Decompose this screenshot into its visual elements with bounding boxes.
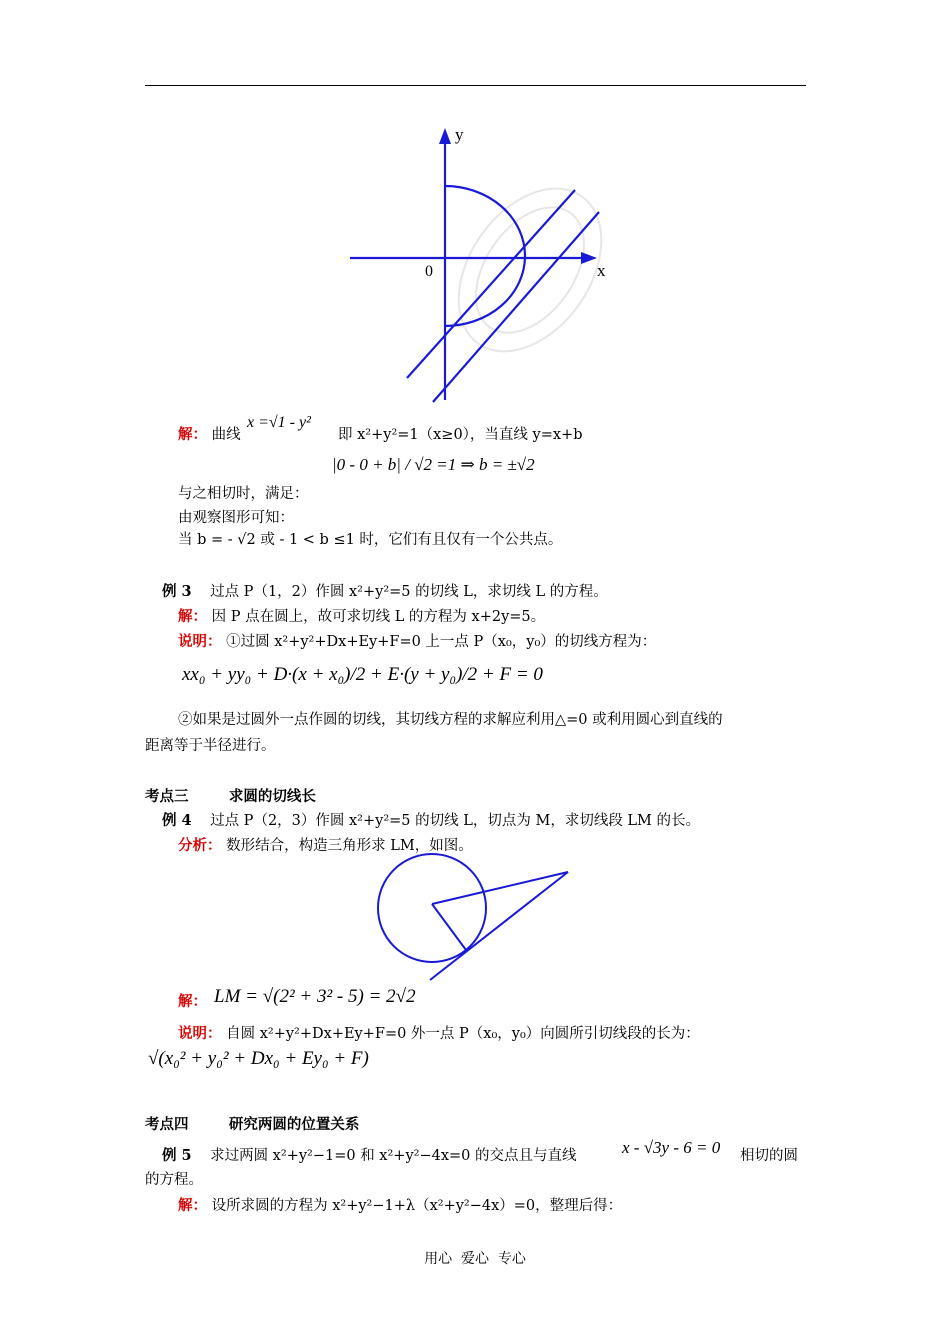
ex5-solution-text: 设所求圆的方程为 x²+y²−1+λ（x²+y²−4x）=0，整理后得： [211,1198,623,1214]
ex4-note-label: 说明： [178,1025,222,1042]
section4-label: 考点四 [145,1116,189,1133]
ex3-tangent-formula: xx₀ + yy₀ + D·(x + x₀)/2 + E·(y + y₀)/2 + F = 0 [182,664,543,685]
ex2-text-circle: 即 x²+y²=1（x≥0），当直线 y=x+b [338,427,583,443]
section3-heading [145,785,316,806]
ex2-solution-label: 解： [178,426,207,443]
ex2-text-conclusion: 当 b = - √2 或 - 1 < b ≤1 时，它们有且仅有一个公共点。 [178,532,563,548]
ex4-analysis-text: 数形结合，构造三角形求 LM，如图。 [226,838,473,854]
section3-label: 考点三 [145,788,189,805]
ex5-text-b: 相切的圆 [740,1148,798,1164]
ex3-question [162,580,608,601]
ex4-label: 例 4 [162,812,192,829]
ex2-curve-formula: x =√1 - y² [247,414,311,431]
y-axis-label: y [455,125,464,144]
origin-label: 0 [425,263,433,280]
ex3-note2-line2: 距离等于半径进行。 [145,738,276,754]
ex5-question-line1 [162,1144,576,1165]
ex3-note [178,630,656,651]
section3-title: 求圆的切线长 [228,788,316,805]
ex4-length-formula: √(x₀² + y₀² + Dx₀ + Ey₀ + F) [148,1048,369,1069]
ex2-text-curve: 曲线 [211,427,241,443]
page-footer: 用心 爱心 专心 [424,1251,526,1267]
ex5-text-c: 的方程。 [145,1172,203,1188]
ex3-solution-label: 解： [178,608,207,625]
section4-title: 研究两圆的位置关系 [228,1116,360,1133]
ex4-question [162,809,700,830]
ex2-tangent-condition: |0 - 0 + b| / √2 =1 ⇒ b = ±√2 [332,455,535,474]
ex3-label: 例 3 [162,583,192,600]
ex4-solution-label: 解： [178,993,207,1010]
ex5-solution [178,1194,622,1215]
section4-heading [145,1113,359,1134]
ex4-note [178,1022,700,1043]
ex4-text: 过点 P（2，3）作圆 x²+y²=5 的切线 L，切点为 M，求切线段 LM 的长。 [210,813,701,829]
ex2-solution-line1 [178,423,241,444]
ex2-text-observe: 由观察图形可知： [178,510,294,526]
ex3-text: 过点 P（1，2）作圆 x²+y²=5 的切线 L，求切线 L 的方程。 [210,584,608,600]
figure-tangent-circle [372,850,577,985]
ex5-line-equation: x - √3y - 6 = 0 [622,1138,721,1157]
ex4-note-text: 自圆 x²+y²+Dx+Ey+F=0 外一点 P（x₀，y₀）向圆所引切线段的长为： [226,1026,700,1042]
ex5-label: 例 5 [162,1147,192,1164]
ex3-solution [178,605,545,626]
ex4-solution [178,990,207,1011]
ex3-note-label: 说明： [178,633,222,650]
header-rule [145,85,806,86]
ex4-solution-formula: LM = √(2² + 3² - 5) = 2√2 [214,986,416,1007]
x-axis-label: x [597,261,606,280]
figure-semicircle-graph [345,120,625,405]
ex4-analysis-label: 分析： [178,837,222,854]
ex3-note-text: ①过圆 x²+y²+Dx+Ey+F=0 上一点 P（x₀，y₀）的切线方程为： [226,634,657,650]
ex2-text-satisfy: 与之相切时，满足： [178,486,309,502]
ex5-solution-label: 解： [178,1197,207,1214]
ex3-solution-text: 因 P 点在圆上，故可求切线 L 的方程为 x+2y=5。 [211,609,546,625]
ex5-text-a: 求过两圆 x²+y²−1=0 和 x²+y²−4x=0 的交点且与直线 [210,1148,577,1164]
ex3-note2-line1: ②如果是过圆外一点作圆的切线，其切线方程的求解应利用△=0 或利用圆心到直线的 [178,712,723,728]
